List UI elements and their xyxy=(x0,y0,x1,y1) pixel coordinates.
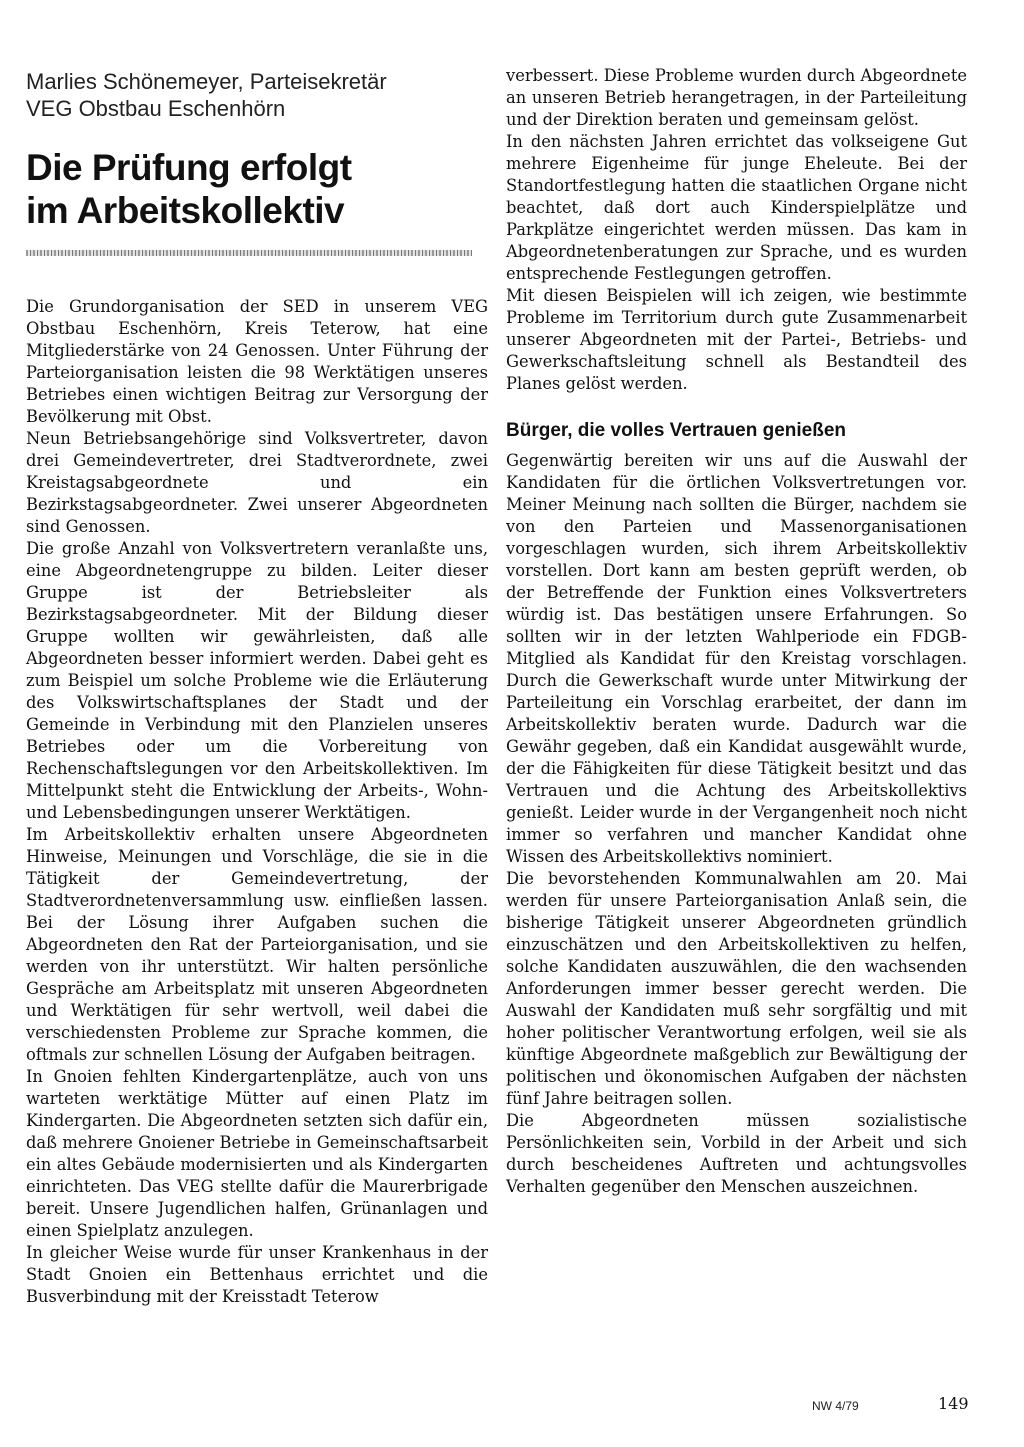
right-body-1 xyxy=(506,65,967,395)
paragraph: In Gnoien fehlten Kindergartenplätze, auch von uns warteten werktätige Mütter auf einen Platz im Kindergarten. Die Abgeordneten setzten sich dafür ein, daß mehrere Gnoiener Betriebe in Gemeinschaftsarbeit ein altes Gebäude modernisierten und als Kindergarten einrichteten. Das VEG stellte dafür die Maurerbrigade bereit. Unsere Jugendlichen halfen, Grünanlagen und einen Spielplatz anzulegen. xyxy=(26,1067,488,1240)
decorative-rule xyxy=(26,250,472,256)
paragraph: verbessert. Diese Probleme wurden durch Abgeordnete an unseren Betrieb herangetragen, in der Parteileitung und der Direktion beraten und gemeinsam gelöst. xyxy=(506,66,967,129)
paragraph: In den nächsten Jahren errichtet das volkseigene Gut mehrere Eigenheime für junge Eheleute. Bei der Standortfestlegung hatten die staatlichen Organe nicht beachtet, daß dort auch Kinderspielplätze und Parkplätze eingerichtet werden müssen. Das kam in Abgeordnetenberatungen zur Sprache, und es wurden entsprechende Festlegungen getroffen. xyxy=(506,132,967,283)
paragraph: Die Abgeordneten müssen sozialistische Persönlichkeiten sein, Vorbild in der Arbeit und sich durch bescheidenes Auftreten und achtungsvolles Verhalten gegenüber den Menschen auszeichnen. xyxy=(506,1111,967,1196)
article-title xyxy=(26,146,488,232)
left-body xyxy=(26,296,488,1308)
paragraph: Neun Betriebsangehörige sind Volksvertreter, davon drei Gemeindevertreter, drei Stadtverordnete, zwei Kreistagsabgeordnete und ein Bezirkstagsabgeordneter. Zwei unserer Abgeordneten sind Genossen. xyxy=(26,429,488,536)
left-column xyxy=(26,68,488,1308)
section-heading: Bürger, die volles Vertrauen genießen xyxy=(506,420,847,441)
page-number: 149 xyxy=(938,1394,969,1413)
paragraph: Gegenwärtig bereiten wir uns auf die Auswahl der Kandidaten für die örtlichen Volksvertretungen vor. Meiner Meinung nach sollten die Bürger, nachdem sie von den Parteien und Massenorganisationen vorgeschlagen wurden, sich ihrem Arbeitskollektiv vorstellen. Dort kann am besten geprüft werden, ob der Betreffende der Funktion eines Volksvertreters würdig ist. Das bestätigen unsere Erfahrungen. So sollten wir in der letzten Wahlperiode ein FDGB-Mitglied als Kandidat für den Kreistag vorschlagen. Durch die Gewerkschaft wurde unter Mitwirkung der Parteileitung ein Vorschlag erarbeitet, der dann im Arbeitskollektiv beraten wurde. Dadurch war die Gewähr gegeben, daß ein Kandidat ausgewählt wurde, der die Fähigkeiten für diese Tätigkeit besitzt und das Vertrauen und die Achtung des Arbeitskollektivs genießt. Leider wurde in der Vergangenheit noch nicht immer so verfahren und mancher Kandidat ohne Wissen des Arbeitskollektivs nominiert. xyxy=(506,451,967,866)
paragraph: Mit diesen Beispielen will ich zeigen, wie bestimmte Probleme im Territorium durch gute Zusammenarbeit unserer Abgeordneten mit der Partei-, Betriebs- und Gewerkschaftsleitung schnell als Bestandteil des Planes gelöst werden. xyxy=(506,286,967,393)
author-line-2: VEG Obstbau Eschenhörn xyxy=(26,96,286,121)
paragraph: Im Arbeitskollektiv erhalten unsere Abgeordneten Hinweise, Meinungen und Vorschläge, die sie in die Tätigkeit der Gemeindevertretung, der Stadtverordnetenversammlung usw. einfließen lassen. Bei der Lösung ihrer Aufgaben suchen die Abgeordneten den Rat der Parteiorganisation, und sie werden von ihr unterstützt. Wir halten persönliche Gespräche am Arbeitsplatz mit unseren Abgeordneten und Werktätigen für sehr wertvoll, weil dabei die verschiedensten Probleme zur Sprache kommen, die oftmals zur schnellen Lösung der Aufgaben beitragen. xyxy=(26,825,488,1064)
paragraph: Die bevorstehenden Kommunalwahlen am 20. Mai werden für unsere Parteiorganisation Anlaß sein, die bisherige Tätigkeit unserer Abgeordneten gründlich einzuschätzen und den Arbeitskollektiven zu helfen, solche Kandidaten auszuwählen, die den wachsenden Anforderungen immer besser gerecht werden. Die Auswahl der Kandidaten muß sehr sorgfältig und mit hoher politischer Verantwortung erfolgen, weil sie als künftige Abgeordnete maßgeblich zur Bewältigung der politischen und ökonomischen Aufgaben der nächsten fünf Jahre beitragen sollen. xyxy=(506,869,967,1108)
paragraph: Die große Anzahl von Volksvertretern veranlaßte uns, eine Abgeordnetengruppe zu bilden. Leiter dieser Gruppe ist der Betriebsleiter als Bezirkstagsabgeordneter. Mit der Bildung dieser Gruppe wollten wir gewährleisten, daß alle Abgeordneten besser informiert werden. Dabei geht es zum Beispiel um solche Probleme wie die Erläuterung des Volkswirtschaftsplanes der Stadt und der Gemeinde in Verbindung mit den Planzielen unseres Betriebes oder um die Vorbereitung von Rechenschaftslegungen vor den Arbeitskollektiven. Im Mittelpunkt steht die Entwicklung der Arbeits-, Wohn- und Lebensbedingungen unserer Werktätigen. xyxy=(26,539,488,822)
title-line-1: Die Prüfung erfolgt xyxy=(26,147,352,188)
right-body-2 xyxy=(506,450,967,1198)
paragraph: Die Grundorganisation der SED in unserem VEG Obstbau Eschenhörn, Kreis Teterow, hat eine Mitgliederstärke von 24 Genossen. Unter Führung der Parteiorganisation leisten die 98 Werktätigen unseres Betriebes einen wichtigen Beitrag zur Versorgung der Bevölkerung mit Obst. xyxy=(26,297,488,426)
paragraph: In gleicher Weise wurde für unser Krankenhaus in der Stadt Gnoien ein Bettenhaus errichtet und die Busverbindung mit der Kreisstadt Teterow xyxy=(26,1243,488,1306)
journal-issue: NW 4/79 xyxy=(812,1399,859,1413)
title-line-2: im Arbeitskollektiv xyxy=(26,190,345,231)
right-column xyxy=(506,68,967,1198)
author-line-1: Marlies Schönemeyer, Parteisekretär xyxy=(26,69,387,94)
